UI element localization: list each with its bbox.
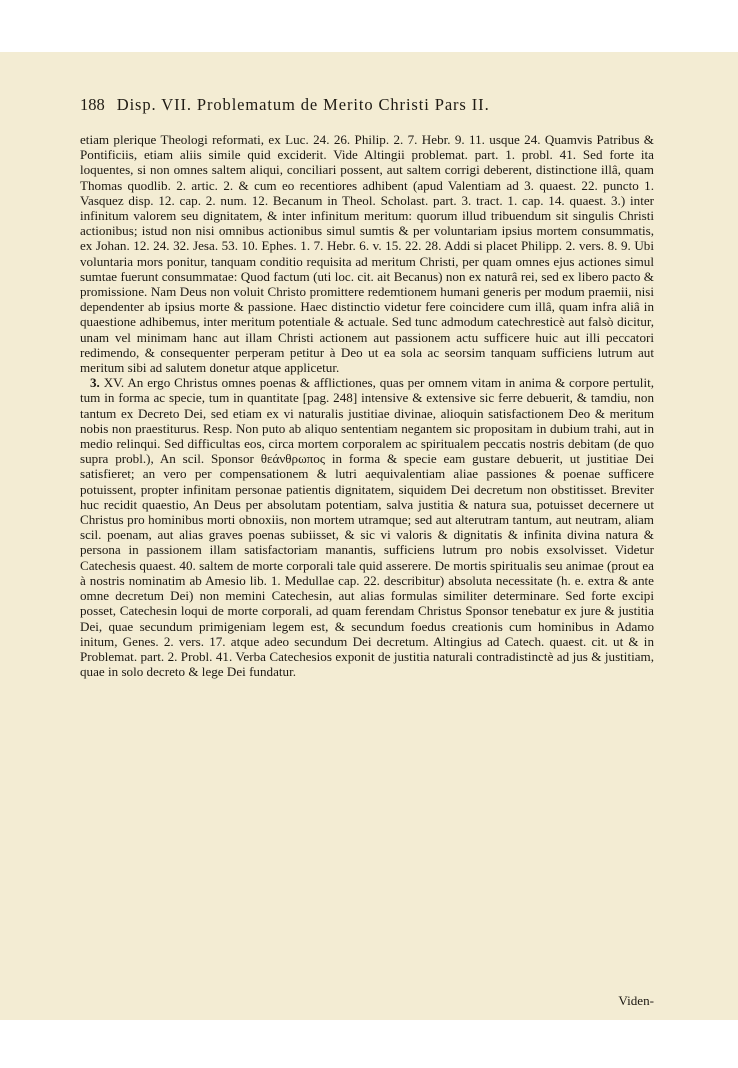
running-head: Disp. VII. Problematum de Merito Christi Pars II.: [116, 95, 490, 114]
paragraph: [80, 375, 654, 679]
body-text: [80, 132, 654, 679]
catchword: Viden-: [618, 993, 654, 1008]
page-number: 188: [80, 95, 105, 114]
paragraph: [80, 132, 654, 375]
section-number: 3.: [90, 375, 100, 391]
paragraph-text: XV. An ergo Christus omnes poenas & afflictiones, quas per omnem vitam in anima & corpore pertulit, tum in forma ac specie, tum in quantitate [pag. 248] intensive & extensive sic ferre debuerit, & tamdiu, non tantum ex Decreto Dei, sed etiam ex vi naturalis justitiae divinae, alioquin satisfactionem Deo & meritum nobis non praestiturus. Resp. Non puto ab aliquo sententiam negantem sic propositam in dubium trahi, aut in medio relinqui. Sed difficultas eos, circa mortem corporalem ac spiritualem peccatis nostris debitam (de quo supra probl.), An scil. Sponsor θεάνθρωπος in forma & specie eam gustare debuerit, ut justitiae Dei satisfieret; an vero per compensationem & lutri aequivalentiam aliae passiones & poenae sufficere potuissent, propter infinitam personae patientis dignitatem, siquidem Dei decretum non obstitisset. Breviter huc recidit quaestio, An Deus per absolutam potentiam, salva justitia & natura sua, potuisset decernere ut Christus pro hominibus morti obnoxiis, non mortem utramque; sed aut alterutram tantum, aut neutram, aliam scil. poenam, aut alias graves poenas subiisset, & sic vi valoris & dignitatis & infinita divina natura & persona in passionem illam satisfactoriam manantis, sufficiens lutrum pro nobis exsolvisset. Videtur Catechesis quaest. 40. saltem de morte corporali tale quid asserere. De mortis spiritualis seu animae (prout ea à nostris nominatim ab Amesio lib. 1. Medullae cap. 22. describitur) absoluta necessitate (h. e. extra & ante omne decretum Dei) non memini Catechesin, aut alias formulas similiter determinare. Sed forte excipi posset, Catechesin loqui de morte corporali, ad quam ferendam Christus Sponsor tenebatur ex jure & justitia Dei, quae secundum primigeniam legem est, & secundum foedus creationis cum hominibus in Adamo initum, Genes. 2. vers. 17. atque adeo secundum Dei decretum. Altingius ad Catech. quaest. cit. ut & in Problemat. part. 2. Probl. 41. Verba Catechesios exponit de justitia naturali contradistinctè ad jus & justitiam, quae in solo decreto & lege Dei fundatur.: [80, 375, 654, 680]
book-page: [0, 52, 738, 1020]
paragraph-text: etiam plerique Theologi reformati, ex Luc. 24. 26. Philip. 2. 7. Hebr. 9. 11. usque 24. Quamvis Patribus & Pontificiis, etiam aliis simile quid exciderit. Vide Altingii problemat. part. 1. probl. 41. Sed forte ita loquentes, si non omnes saltem aliqui, conciliari possent, aut saltem corrigi deberent, distinctione illâ, quam Thomas quodlib. 2. artic. 2. & cum eo recentiores adhibent (apud Valentiam ad 3. quaest. 22. puncto 1. Vasquez disp. 12. cap. 2. num. 12. Becanum in Theol. Scholast. part. 3. tract. 1. cap. 14. quaest. 3.) inter infinitum valorem seu dignitatem, & inter infinitum meritum: quorum illud tribuendum sit singulis Christi actionibus; istud non nisi omnibus actionibus simul sumtis & per voluntariam ipsius mortem consummatis, ex Johan. 12. 24. 32. Jesa. 53. 10. Ephes. 1. 7. Hebr. 6. v. 15. 22. 28. Addi si placet Philipp. 2. vers. 8. 9. Ubi voluntaria mors ponitur, tanquam conditio requisita ad meritum Christi, per quam omnes ejus actiones simul sumtae fuerunt consummatae: Quod factum (uti loc. cit. ait Becanus) non ex naturâ rei, sed ex libero pacto & promissione. Nam Deus non voluit Christo promittere redemtionem humani generis per modum praemii, nisi dependenter ab ipsius morte & passione. Haec distinctio videtur fere coincidere cum illâ, quam infra aliâ in quaestione adhibemus, inter meritum potentiale & actuale. Sed tunc admodum catechresticè aut falsò dicitur, unam vel minimam hanc aut illam Christi actionem aut passionem actu sufficere huic aut illi peccatori redimendo, & consequenter perperam petitur à Deo ut ea sola ac seorsim tanquam sufficiens lutrum aut meritum sibi ad salutem donetur atque applicetur.: [80, 132, 654, 376]
page-header: [80, 95, 655, 115]
